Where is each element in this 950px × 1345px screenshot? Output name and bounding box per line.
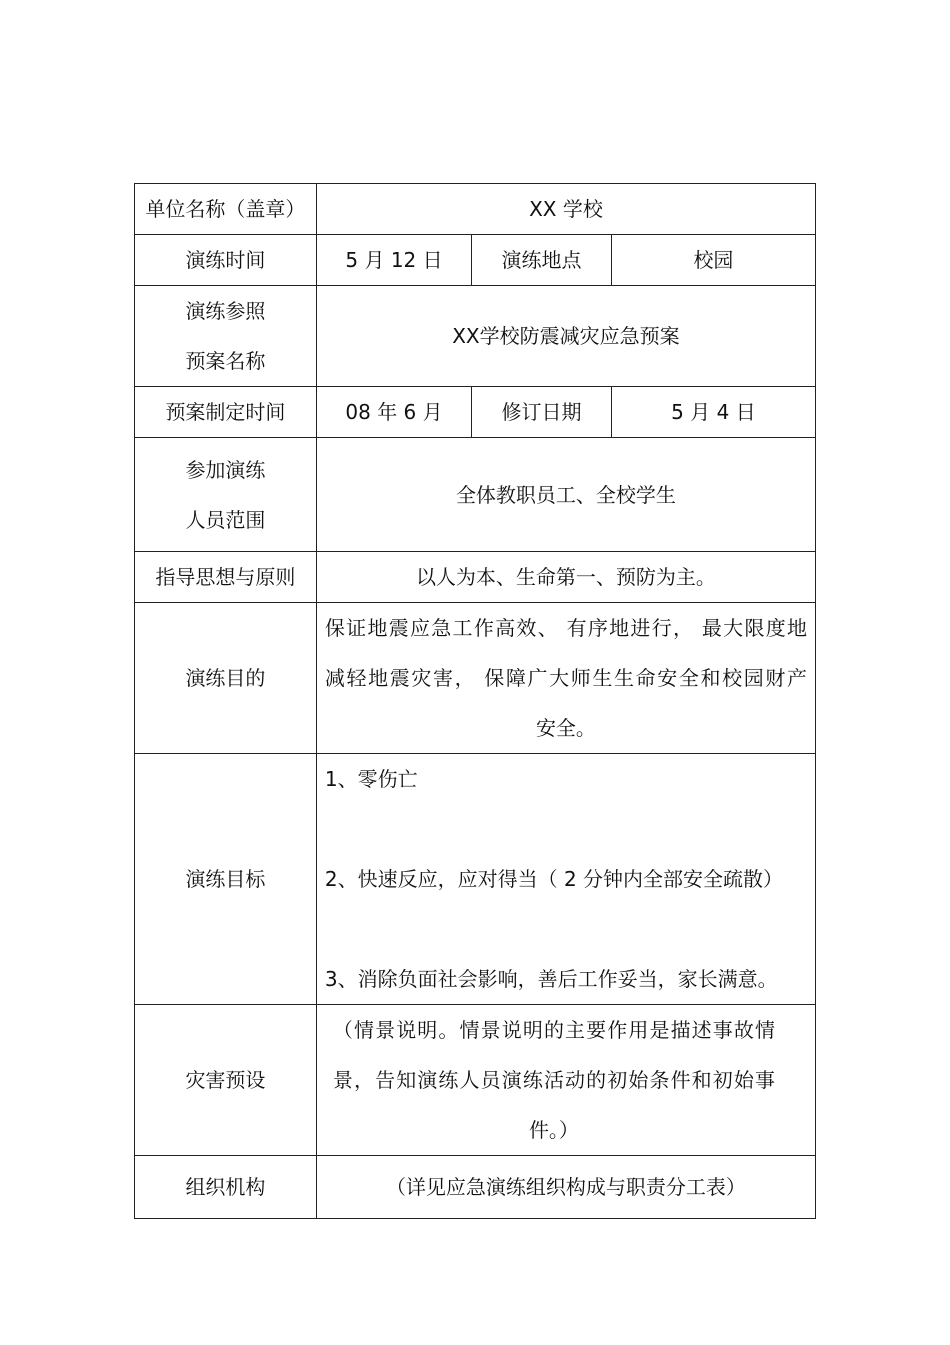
drill-purpose-value xyxy=(316,603,815,754)
drill-location-value: 校园 xyxy=(611,235,815,286)
revision-date-label: 修订日期 xyxy=(472,387,612,438)
table-row xyxy=(135,184,816,235)
reference-plan-label-line1: 演练参照 xyxy=(185,299,266,323)
principles-value: 以人为本、生命第一、预防为主。 xyxy=(316,552,815,603)
plan-created-value: 08 年 6 月 xyxy=(316,387,471,438)
table-row xyxy=(135,438,816,552)
table-row xyxy=(135,286,816,387)
drill-purpose-label: 演练目的 xyxy=(135,603,317,754)
plan-created-label: 预案制定时间 xyxy=(135,387,317,438)
drill-goal-1: 1、零伤亡 xyxy=(324,767,418,791)
unit-name-value: XX 学校 xyxy=(316,184,815,235)
drill-time-label: 演练时间 xyxy=(135,235,317,286)
drill-plan-table xyxy=(134,183,816,1219)
drill-purpose-line2: 减轻地震灾害， 保障广大师生生命安全和校园财产 xyxy=(324,666,807,690)
table-row xyxy=(135,603,816,754)
drill-goals-label: 演练目标 xyxy=(135,754,317,1005)
participants-label-line2: 人员范围 xyxy=(185,507,266,532)
drill-location-label: 演练地点 xyxy=(472,235,612,286)
table-row xyxy=(135,387,816,438)
table-row xyxy=(135,1005,816,1156)
reference-plan-value: XX学校防震减灾应急预案 xyxy=(316,286,815,387)
disaster-scenario-line1: （情景说明。情景说明的主要作用是描述事故情 xyxy=(332,1018,775,1042)
disaster-scenario-label: 灾害预设 xyxy=(135,1005,317,1156)
table-row xyxy=(135,1156,816,1219)
disaster-scenario-value xyxy=(316,1005,815,1156)
drill-purpose-line1: 保证地震应急工作高效、 有序地进行， 最大限度地 xyxy=(324,616,807,640)
organization-value: （详见应急演练组织构成与职责分工表） xyxy=(316,1156,815,1219)
drill-purpose-line3: 安全。 xyxy=(535,716,596,740)
reference-plan-label xyxy=(135,286,317,387)
participants-value: 全体教职员工、全校学生 xyxy=(316,438,815,552)
drill-goals-value xyxy=(316,754,815,1005)
table-row xyxy=(135,754,816,1005)
disaster-scenario-line3: 件。） xyxy=(528,1118,579,1142)
disaster-scenario-line2: 景，告知演练人员演练活动的初始条件和初始事 xyxy=(332,1068,775,1092)
table-row xyxy=(135,552,816,603)
drill-goal-2: 2、快速反应，应对得当（ 2 分钟内全部安全疏散） xyxy=(324,867,784,891)
participants-label-line1: 参加演练 xyxy=(185,457,266,482)
participants-label xyxy=(135,438,317,552)
drill-time-value: 5 月 12 日 xyxy=(316,235,471,286)
reference-plan-label-line2: 预案名称 xyxy=(185,349,266,373)
drill-goal-3: 3、消除负面社会影响，善后工作妥当，家长满意。 xyxy=(324,967,778,991)
principles-label: 指导思想与原则 xyxy=(135,552,317,603)
organization-label: 组织机构 xyxy=(135,1156,317,1219)
table-row xyxy=(135,235,816,286)
unit-name-label: 单位名称（盖章） xyxy=(135,184,317,235)
revision-date-value: 5 月 4 日 xyxy=(611,387,815,438)
